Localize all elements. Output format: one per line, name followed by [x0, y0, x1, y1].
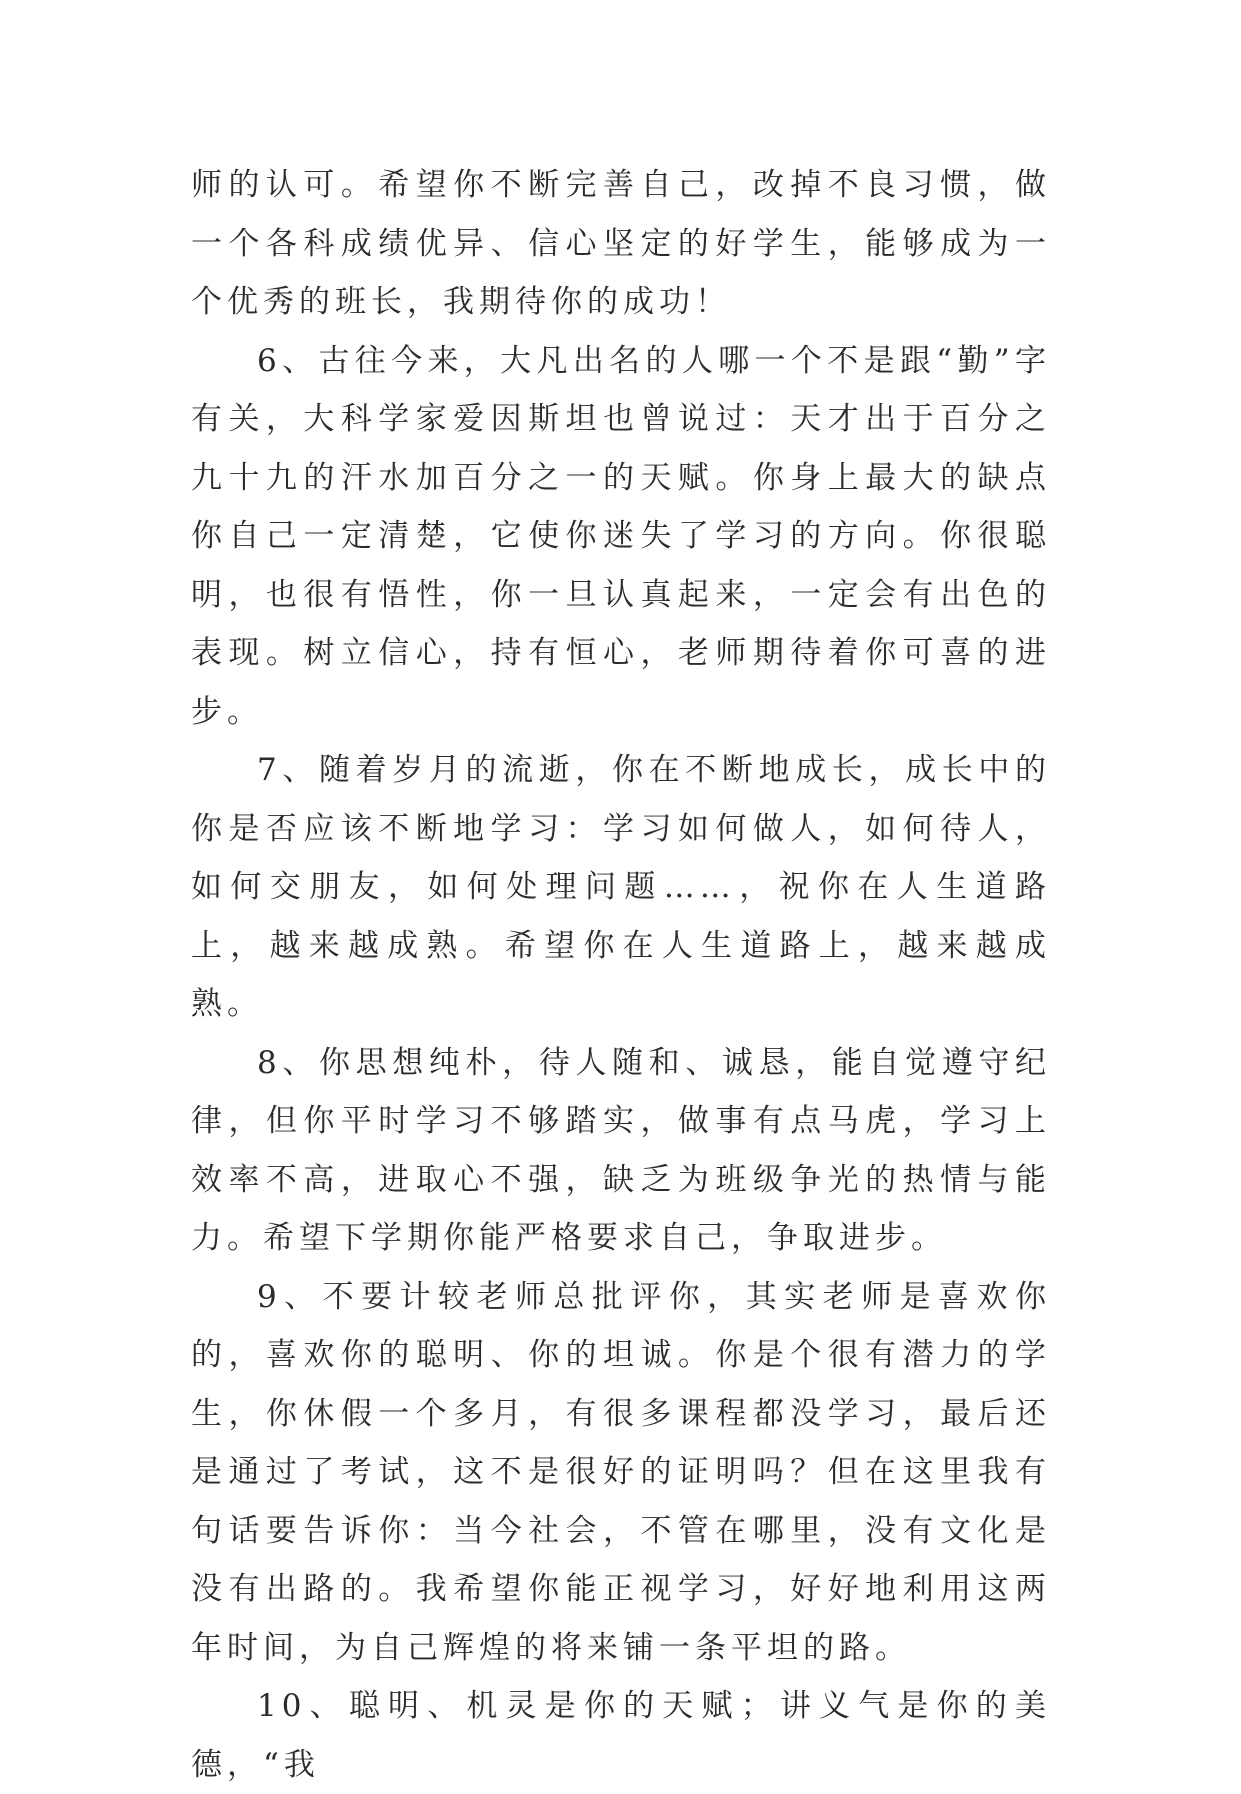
document-body: [191, 156, 1051, 1794]
paragraph-6: 6、古往今来，大凡出名的人哪一个不是跟“勤”字有关，大科学家爱因斯坦也曾说过：天才出于百分之九十九的汗水加百分之一的天赋。你身上最大的缺点你自己一定清楚，它使你迷失了学习的方向。你很聪明，也很有悟性，你一旦认真起来，一定会有出色的表现。树立信心，持有恒心，老师期待着你可喜的进步。: [191, 342, 1051, 730]
paragraph-9: 9、不要计较老师总批评你，其实老师是喜欢你的，喜欢你的聪明、你的坦诚。你是个很有潜力的学生，你休假一个多月，有很多课程都没学习，最后还是通过了考试，这不是很好的证明吗？但在这里我有句话要告诉你：当今社会，不管在哪里，没有文化是没有出路的。我希望你能正视学习，好好地利用这两年时间，为自己辉煌的将来铺一条平坦的路。: [191, 1278, 1051, 1666]
paragraph-continued: 师的认可。希望你不断完善自己，改掉不良习惯，做一个各科成绩优异、信心坚定的好学生，能够成为一个优秀的班长，我期待你的成功！: [191, 167, 1051, 320]
paragraph-7: 7、随着岁月的流逝，你在不断地成长，成长中的你是否应该不断地学习：学习如何做人，如何待人，如何交朋友，如何处理问题……，祝你在人生道路上，越来越成熟。希望你在人生道路上，越来越成熟。: [191, 752, 1051, 1022]
paragraph-8: 8、你思想纯朴，待人随和、诚恳，能自觉遵守纪律，但你平时学习不够踏实，做事有点马虎，学习上效率不高，进取心不强，缺乏为班级争光的热情与能力。希望下学期你能严格要求自己，争取进步。: [191, 1044, 1051, 1256]
paragraph-10: 10、聪明、机灵是你的天赋；讲义气是你的美德，“我: [191, 1688, 1051, 1783]
